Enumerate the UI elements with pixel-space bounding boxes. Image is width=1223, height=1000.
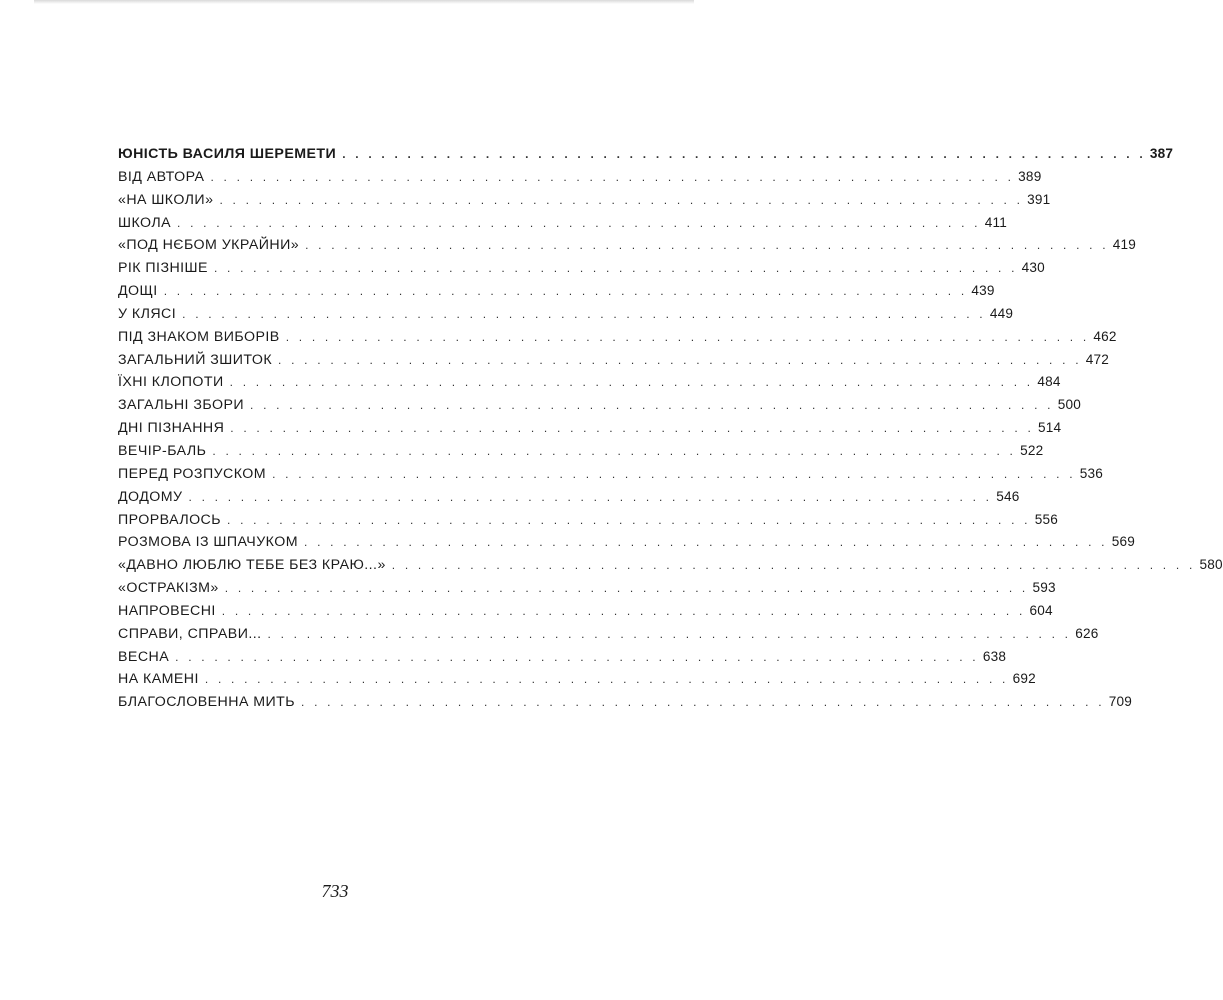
toc-entry-page: 439 [971, 283, 995, 299]
toc-dot-leader: . . . . . . . . . . . . . . . . . . . . . . . . . . . . . . . . . . . . . . . . . . . . . . . . . . . . . . . . . . . . . . [285, 329, 1090, 344]
toc-entry [118, 374, 1061, 397]
toc-entry-page: 430 [1021, 260, 1045, 276]
toc-entry [118, 511, 1058, 535]
toc-dot-leader: . . . . . . . . . . . . . . . . . . . . . . . . . . . . . . . . . . . . . . . . . . . . . . . . . . . . . . . . . . . . . . [301, 695, 1105, 710]
page-number [0, 881, 670, 902]
toc-dot-leader: . . . . . . . . . . . . . . . . . . . . . . . . . . . . . . . . . . . . . . . . . . . . . . . . . . . . . . . . . . . . . . [250, 398, 1054, 413]
toc-dot-leader: . . . . . . . . . . . . . . . . . . . . . . . . . . . . . . . . . . . . . . . . . . . . . . . . . . . . . . . . . . . . . . [305, 238, 1109, 253]
toc-dot-leader: . . . . . . . . . . . . . . . . . . . . . . . . . . . . . . . . . . . . . . . . . . . . . . . . . . . . . . . . . . . . . . [175, 649, 979, 664]
toc-entry-page: 546 [996, 488, 1020, 504]
table-of-contents [118, 146, 1223, 717]
page-number-text: 733 [321, 881, 349, 901]
toc-entry [118, 351, 1110, 375]
toc-entry [118, 214, 1007, 238]
toc-entry-title: ЗАГАЛЬНІ ЗБОРИ [118, 397, 245, 414]
toc-entry-page: 391 [1027, 191, 1051, 207]
toc-entry [118, 420, 1062, 443]
toc-entry-title: ПІД ЗНАКОМ ВИБОРІВ [118, 328, 280, 345]
toc-entry-title: «НА ШКОЛИ» [118, 191, 214, 208]
toc-entry-title: У КЛЯСІ [118, 305, 177, 322]
toc-entry-title: НА КАМЕНІ [118, 671, 199, 688]
toc-dot-leader: . . . . . . . . . . . . . . . . . . . . . . . . . . . . . . . . . . . . . . . . . . . . . . . . . . . . . . . . . . . . . . [219, 192, 1024, 207]
toc-dot-leader: . . . . . . . . . . . . . . . . . . . . . . . . . . . . . . . . . . . . . . . . . . . . . . . . . . . . . . . . . . . . . . [272, 466, 1076, 481]
toc-entry-page: 536 [1079, 465, 1104, 481]
toc-entry [118, 602, 1053, 626]
toc-entry-title: ДОДОМУ [118, 488, 183, 505]
toc-entry-title: ЮНІСТЬ ВАСИЛЯ ШЕРЕМЕТИ [118, 146, 337, 162]
toc-entry [118, 283, 995, 306]
toc-entry-title: ВІД АВТОРА [118, 168, 205, 185]
toc-dot-leader: . . . . . . . . . . . . . . . . . . . . . . . . . . . . . . . . . . . . . . . . . . . . . . . . . . . . . . . . . . . . . . [391, 558, 1196, 573]
toc-entry-page: 626 [1075, 625, 1099, 641]
toc-dot-leader: . . . . . . . . . . . . . . . . . . . . . . . . . . . . . . . . . . . . . . . . . . . . . . . . . . . . . . . . . . . . . . [267, 626, 1072, 641]
toc-entry-page: 462 [1093, 328, 1117, 344]
toc-entry-title: ДНІ ПІЗНАННЯ [118, 420, 225, 437]
toc-entry-page: 638 [982, 648, 1007, 664]
toc-entry-page: 389 [1018, 168, 1042, 184]
toc-entry-title: СПРАВИ, СПРАВИ... [118, 625, 262, 642]
toc-entry [118, 465, 1104, 489]
toc-dot-leader: . . . . . . . . . . . . . . . . . . . . . . . . . . . . . . . . . . . . . . . . . . . . . . . . . . . . . . . . . . . . . . [182, 306, 986, 321]
toc-entry [118, 580, 1056, 603]
toc-entry [118, 191, 1051, 215]
toc-entry-title: «ДАВНО ЛЮБЛЮ ТЕБЕ БЕЗ КРАЮ...» [118, 557, 386, 574]
toc-entry-page: 569 [1111, 534, 1135, 550]
toc-section-heading [118, 146, 1174, 169]
toc-entry-page: 522 [1020, 442, 1044, 458]
toc-entry-title: ШКОЛА [118, 214, 172, 231]
toc-dot-leader: . . . . . . . . . . . . . . . . . . . . . . . . . . . . . . . . . . . . . . . . . . . . . . . . . . . . . . . . . . . . . . [230, 421, 1034, 436]
toc-entry-title: ПЕРЕД РОЗПУСКОМ [118, 465, 267, 482]
toc-entry [118, 260, 1045, 283]
toc-entry [118, 305, 1014, 329]
toc-dot-leader: . . . . . . . . . . . . . . . . . . . . . . . . . . . . . . . . . . . . . . . . . . . . . . . . . . . . . . . . . . . . . . [224, 581, 1029, 596]
toc-entry-page: 411 [984, 214, 1007, 230]
toc-entry [118, 168, 1042, 192]
toc-entry-title: ВЕСНА [118, 648, 170, 665]
page-edge-shadow [34, 0, 694, 4]
toc-entry-title: «ОСТРАКІЗМ» [118, 580, 219, 597]
toc-entry-page: 709 [1108, 694, 1133, 710]
toc-entry-title: ПРОРВАЛОСЬ [118, 511, 222, 528]
toc-entry-title: РОЗМОВА ІЗ ШПАЧУКОМ [118, 534, 298, 551]
toc-dot-leader: . . . . . . . . . . . . . . . . . . . . . . . . . . . . . . . . . . . . . . . . . . . . . . . . . . . . . . . . . . . . . . [278, 352, 1082, 367]
toc-dot-leader: . . . . . . . . . . . . . . . . . . . . . . . . . . . . . . . . . . . . . . . . . . . . . . . . . . . . . . . . . . . . . . [212, 443, 1017, 458]
toc-entry-page: 449 [989, 305, 1014, 321]
toc-entry-page: 580 [1199, 557, 1223, 573]
toc-dot-leader: . . . . . . . . . . . . . . . . . . . . . . . . . . . . . . . . . . . . . . . . . . . . . . . . . . . . . . . . . . . . . . [342, 147, 1146, 161]
toc-entry-page: 692 [1012, 671, 1036, 687]
toc-entry-title: ДОЩІ [118, 283, 158, 300]
toc-entry [118, 488, 1020, 512]
toc-entry [118, 648, 1007, 672]
toc-dot-leader: . . . . . . . . . . . . . . . . . . . . . . . . . . . . . . . . . . . . . . . . . . . . . . . . . . . . . . . . . . . . . . [204, 672, 1009, 687]
toc-dot-leader: . . . . . . . . . . . . . . . . . . . . . . . . . . . . . . . . . . . . . . . . . . . . . . . . . . . . . . . . . . . . . . [227, 512, 1031, 527]
toc-entry-title: НАПРОВЕСНІ [118, 602, 216, 619]
toc-entry-title: ЗАГАЛЬНИЙ ЗШИТОК [118, 351, 273, 368]
toc-dot-leader: . . . . . . . . . . . . . . . . . . . . . . . . . . . . . . . . . . . . . . . . . . . . . . . . . . . . . . . . . . . . . . [229, 375, 1034, 390]
toc-entry [118, 557, 1223, 580]
toc-entry [118, 694, 1133, 717]
toc-entry [118, 625, 1099, 649]
toc-entry [118, 397, 1081, 420]
toc-dot-leader: . . . . . . . . . . . . . . . . . . . . . . . . . . . . . . . . . . . . . . . . . . . . . . . . . . . . . . . . . . . . . . [210, 169, 1015, 184]
toc-entry-page: 472 [1085, 351, 1110, 367]
toc-entry-page: 604 [1029, 602, 1053, 618]
toc-entry [118, 534, 1135, 557]
toc-dot-leader: . . . . . . . . . . . . . . . . . . . . . . . . . . . . . . . . . . . . . . . . . . . . . . . . . . . . . . . . . . . . . . [177, 215, 981, 230]
toc-dot-leader: . . . . . . . . . . . . . . . . . . . . . . . . . . . . . . . . . . . . . . . . . . . . . . . . . . . . . . . . . . . . . . [221, 603, 1026, 618]
toc-entry [118, 328, 1117, 352]
toc-entry-title: БЛАГОСЛОВЕННА МИТЬ [118, 694, 296, 711]
toc-dot-leader: . . . . . . . . . . . . . . . . . . . . . . . . . . . . . . . . . . . . . . . . . . . . . . . . . . . . . . . . . . . . . . [213, 261, 1018, 276]
toc-dot-leader: . . . . . . . . . . . . . . . . . . . . . . . . . . . . . . . . . . . . . . . . . . . . . . . . . . . . . . . . . . . . . . [304, 535, 1108, 550]
toc-dot-leader: . . . . . . . . . . . . . . . . . . . . . . . . . . . . . . . . . . . . . . . . . . . . . . . . . . . . . . . . . . . . . . [163, 284, 968, 299]
toc-entry [118, 237, 1137, 260]
toc-entry-page: 556 [1034, 511, 1058, 527]
toc-entry-title: РІК ПІЗНІШЕ [118, 260, 208, 277]
toc-entry-title: ЇХНІ КЛОПОТИ [118, 374, 224, 391]
toc-entry-page: 419 [1112, 237, 1137, 253]
toc-dot-leader: . . . . . . . . . . . . . . . . . . . . . . . . . . . . . . . . . . . . . . . . . . . . . . . . . . . . . . . . . . . . . . [188, 489, 993, 504]
toc-entry [118, 671, 1036, 694]
toc-entry-title: ВЕЧІР-БАЛЬ [118, 442, 207, 459]
toc-entry-page: 387 [1149, 146, 1174, 161]
toc-entry-page: 593 [1032, 580, 1056, 596]
toc-entry-title: «ПОД НЄБОМ УКРАЙНИ» [118, 237, 300, 254]
toc-entry-page: 500 [1057, 397, 1081, 413]
toc-entry-page: 514 [1037, 420, 1062, 436]
toc-entry [118, 442, 1044, 466]
toc-entry-page: 484 [1037, 374, 1061, 390]
